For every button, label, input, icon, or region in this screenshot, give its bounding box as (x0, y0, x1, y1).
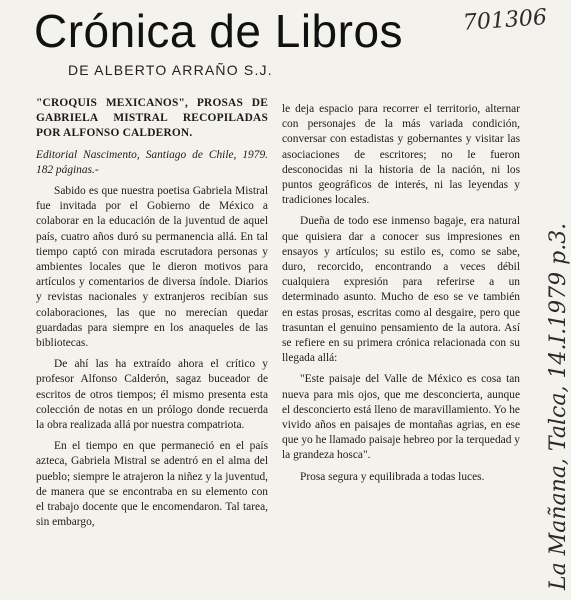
handwritten-source-note: La Mañana, Talca, 14.I.1979 p.3. (546, 222, 571, 590)
author-byline: DE ALBERTO ARRAÑO S.J. (68, 62, 273, 78)
page-title: Crónica de Libros (34, 5, 404, 57)
paragraph: Dueña de todo ese inmenso bagaje, era natural que quisiera dar a conocer sus impresiones en ensayos y artículos; su estilo es, como se sabe, duro, recorcido, encontrando a veces débil cualquiera expresión para referirse a un determinado asunto. Mucho de eso se ve también en estas prosas, escritas como al desgaire, pero que trasuntan el genuino pensamiento de la autora. Así se refiere en su primera crónica relacionada con su llegada allá: (282, 215, 520, 365)
handwritten-reference-number: 701306 (462, 5, 548, 36)
book-heading: "CROQUIS MEXICANOS", PROSAS DE GABRIELA MISTRAL RECOPILADAS POR ALFONSO CALDERON. (36, 97, 268, 140)
block-quote: "Este paisaje del Valle de México es cosa tan nueva para mis ojos, que me desconcierta, aunque el desconcierto está lleno de maravillamiento. Yo he vivido años en paisajes de montañas agrias, en ese que yo he llamado paisaje hebreo por la terquedad y la grandeza hosca". (282, 373, 520, 462)
right-column (282, 102, 520, 491)
left-column (36, 96, 268, 536)
paragraph: De ahí las ha extraído ahora el crítico y profesor Alfonso Calderón, sagaz buceador de escritos de otros tiempos; él mismo presenta esta colección de notas en un prólogo donde recuerda la obra realizada allá por nuestra compatriota. (36, 358, 268, 432)
book-citation: Editorial Nascimento, Santiago de Chile, 1979. 182 páginas.- (36, 148, 268, 176)
paragraph: En el tiempo en que permaneció en el país azteca, Gabriela Mistral se adentró en el alma del pueblo; siempre le atrajeron la niñez y la juventud, de manera que se encontraba en su elemento con el trabajo docente que le encomendaron. Tal tarea, sin embargo, (36, 440, 268, 529)
paragraph: Sabido es que nuestra poetisa Gabriela Mistral fue invitada por el Gobierno de México a colaborar en la educación de la juventud de aquel país, cuatro años duró su permanencia allá. En tal tiempo captó con mirada escrutadora personas y ambientes locales que le dieron motivos para artículos y comentarios de diversa índole. Diarios y revistas nacionales y extranjeros recibían sus colaboraciones, las que no merecían quedar guardadas para siempre en los anaqueles de las bibliotecas. (36, 185, 268, 350)
paragraph: le deja espacio para recorrer el territorio, alternar con personajes de la más variada condición, conversar con estadistas y gobernantes y visitar las asociaciones de escritores; no le fueron desconocidas ni la historia de la nación, ni los puntos geográficos de interés, ni las leyendas y tradiciones locales. (282, 103, 520, 207)
paragraph: Prosa segura y equilibrada a todas luces. (300, 470, 485, 483)
